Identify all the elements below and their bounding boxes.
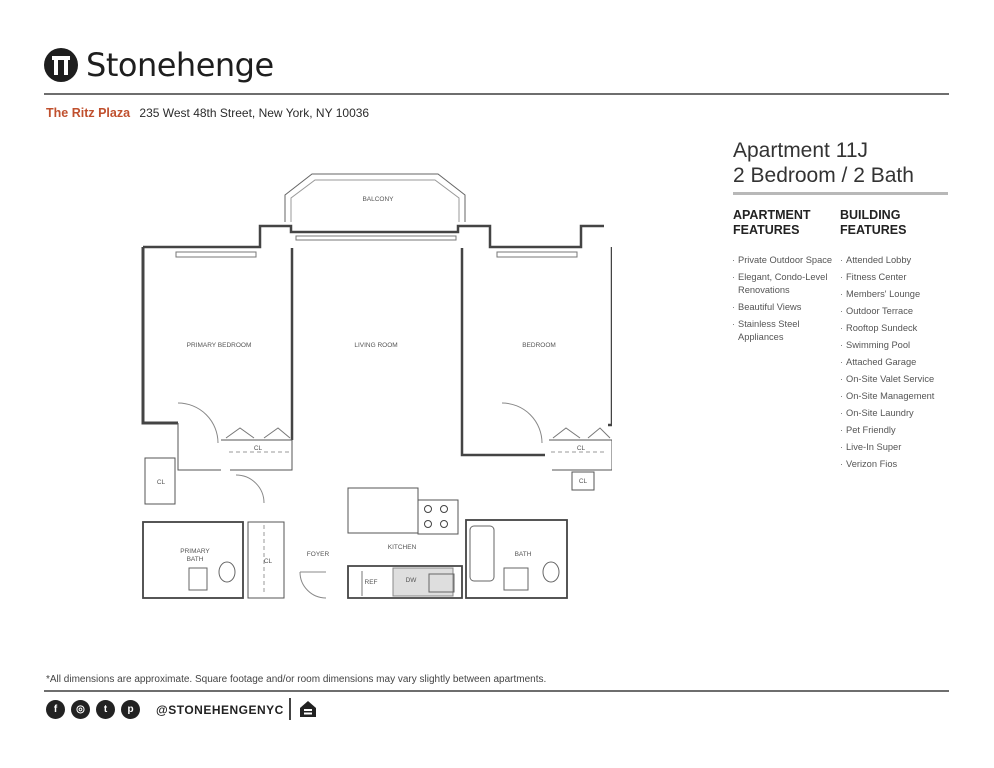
refrigerator-label: REF <box>364 579 378 586</box>
street-address: 235 West 48th Street, New York, NY 10036 <box>139 106 370 120</box>
closet-label: CL <box>576 445 586 452</box>
apartment-heading <box>733 138 914 188</box>
list-item: · Attached Garage <box>840 356 948 369</box>
apartment-layout: 2 Bedroom / 2 Bath <box>733 164 914 187</box>
disclaimer-note: *All dimensions are approximate. Square footage and/or room dimensions may vary slightly between apartments. <box>46 674 547 685</box>
list-item: · Members' Lounge <box>840 288 948 301</box>
list-item: · Live-In Super <box>840 441 948 454</box>
building-features-heading <box>840 208 906 238</box>
apartment-divider <box>733 192 948 195</box>
dishwasher-label: DW <box>405 577 417 584</box>
list-item: · Beautiful Views <box>732 301 838 314</box>
list-item: · Attended Lobby <box>840 254 948 267</box>
header-divider <box>44 93 949 95</box>
brand-logo <box>44 46 274 84</box>
bedroom-label: BEDROOM <box>522 342 556 349</box>
list-item: · Outdoor Terrace <box>840 305 948 318</box>
list-item: · On-Site Management <box>840 390 948 403</box>
heading-line: FEATURES <box>733 223 800 237</box>
list-item: · Verizon Fios <box>840 458 948 471</box>
twitter-icon[interactable]: t <box>96 700 115 719</box>
heading-line: APARTMENT <box>733 208 811 222</box>
heading-line: BUILDING <box>840 208 901 222</box>
list-item: · Elegant, Condo-Level Renovations <box>732 271 838 297</box>
primary-bath-label: PRIMARY <box>180 548 210 555</box>
social-links <box>46 700 146 719</box>
list-item: · Private Outdoor Space <box>732 254 838 267</box>
list-item: · Swimming Pool <box>840 339 948 352</box>
bath-label: BATH <box>514 551 532 558</box>
foyer-label: FOYER <box>306 551 330 558</box>
primary-bedroom-label: PRIMARY BEDROOM <box>186 342 252 349</box>
list-item: · Rooftop Sundeck <box>840 322 948 335</box>
list-item: · On-Site Valet Service <box>840 373 948 386</box>
stonehenge-logo-icon <box>44 48 78 82</box>
list-item: · Stainless Steel Appliances <box>732 318 838 344</box>
closet-label: CL <box>253 445 263 452</box>
instagram-icon[interactable]: ◎ <box>71 700 90 719</box>
apartment-features-list <box>732 254 838 348</box>
living-room-label: LIVING ROOM <box>354 342 398 349</box>
facebook-icon[interactable]: f <box>46 700 65 719</box>
list-item: · Fitness Center <box>840 271 948 284</box>
building-name: The Ritz Plaza <box>46 106 131 120</box>
social-handle[interactable]: @STONEHENGENYC <box>156 703 284 717</box>
building-features-list <box>840 254 948 475</box>
apartment-features-heading <box>733 208 811 238</box>
kitchen-label: KITCHEN <box>387 544 417 551</box>
balcony-label: BALCONY <box>362 196 394 203</box>
floor-plan <box>136 168 612 608</box>
closet-label: CL <box>578 478 588 485</box>
list-item: · On-Site Laundry <box>840 407 948 420</box>
apartment-title: Apartment 11J <box>733 139 869 162</box>
pinterest-icon[interactable]: p <box>121 700 140 719</box>
list-item: · Pet Friendly <box>840 424 948 437</box>
equal-housing-icon <box>299 700 317 718</box>
footer-separator <box>289 698 291 720</box>
primary-bath-label: BATH <box>186 556 204 563</box>
closet-label: CL <box>263 558 273 565</box>
brand-name: Stonehenge <box>86 46 274 84</box>
footer-divider <box>44 690 949 692</box>
address-line <box>46 106 369 120</box>
heading-line: FEATURES <box>840 223 907 237</box>
closet-label: CL <box>156 479 166 486</box>
